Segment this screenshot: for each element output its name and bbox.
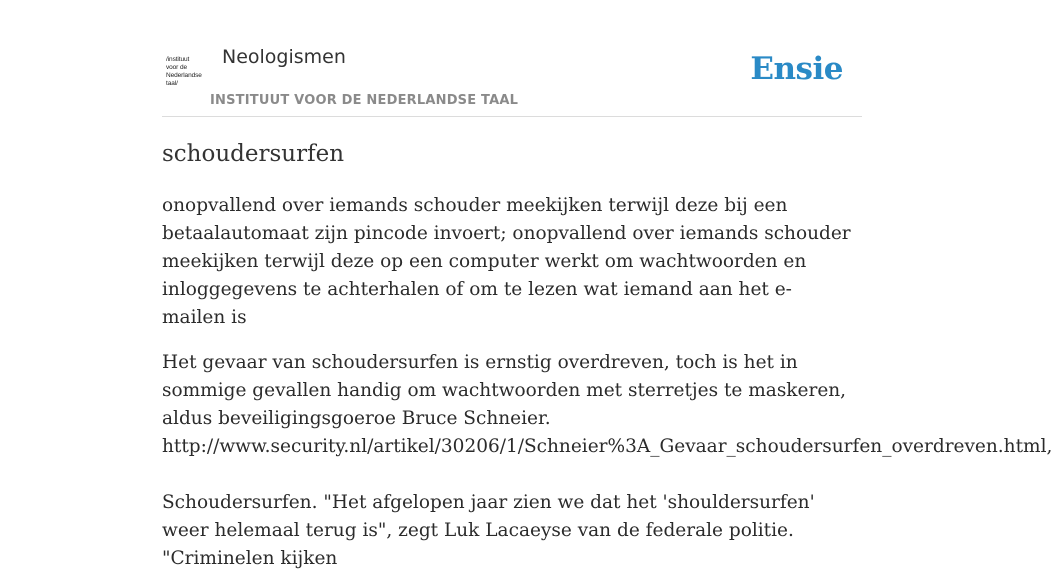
- logo-line: taal/: [166, 80, 178, 87]
- citation: Schoudersurfen. "Het afgelopen jaar zien we dat het 'shouldersurfen' weer helemaal terug is", zegt Luk Lacaeyse van de federale politie. "Criminelen kijken: [162, 492, 815, 569]
- entry-term: schoudersurfen: [162, 141, 345, 167]
- citation: [162, 349, 1052, 461]
- citation-text: Het gevaar van schoudersurfen is ernstig overdreven, toch is het in sommige gevallen handig om wachtwoorden met sterretjes te maskeren, aldus beveiligingsgoeroe Bruce Schneier.: [162, 352, 847, 429]
- logo-line: Nederlandse: [166, 72, 202, 79]
- citation-source-url: http://www.security.nl/artikel/30206/1/Schneier%3A_Gevaar_schoudersurfen_overdreven.html,: [162, 436, 1052, 457]
- ivdnt-logo[interactable]: [166, 56, 206, 90]
- entry-definition: onopvallend over iemands schouder meekijken terwijl deze bij een betaalautomaat zijn pincode invoert; onopvallend over iemands schouder meekijken terwijl deze op een computer werkt om wachtwoorden en inloggegevens te achterhalen of om te lezen wat iemand aan het e-mailen is: [162, 195, 851, 328]
- site-title[interactable]: Neologismen: [222, 46, 346, 68]
- logo-line: /instituut: [166, 56, 190, 63]
- ensie-brand-logo[interactable]: Ensie: [750, 51, 843, 87]
- site-header: [162, 40, 862, 117]
- entry-content: [162, 138, 1052, 573]
- logo-line: voor de: [166, 64, 187, 71]
- site-subtitle: INSTITUUT VOOR DE NEDERLANDSE TAAL: [210, 93, 519, 108]
